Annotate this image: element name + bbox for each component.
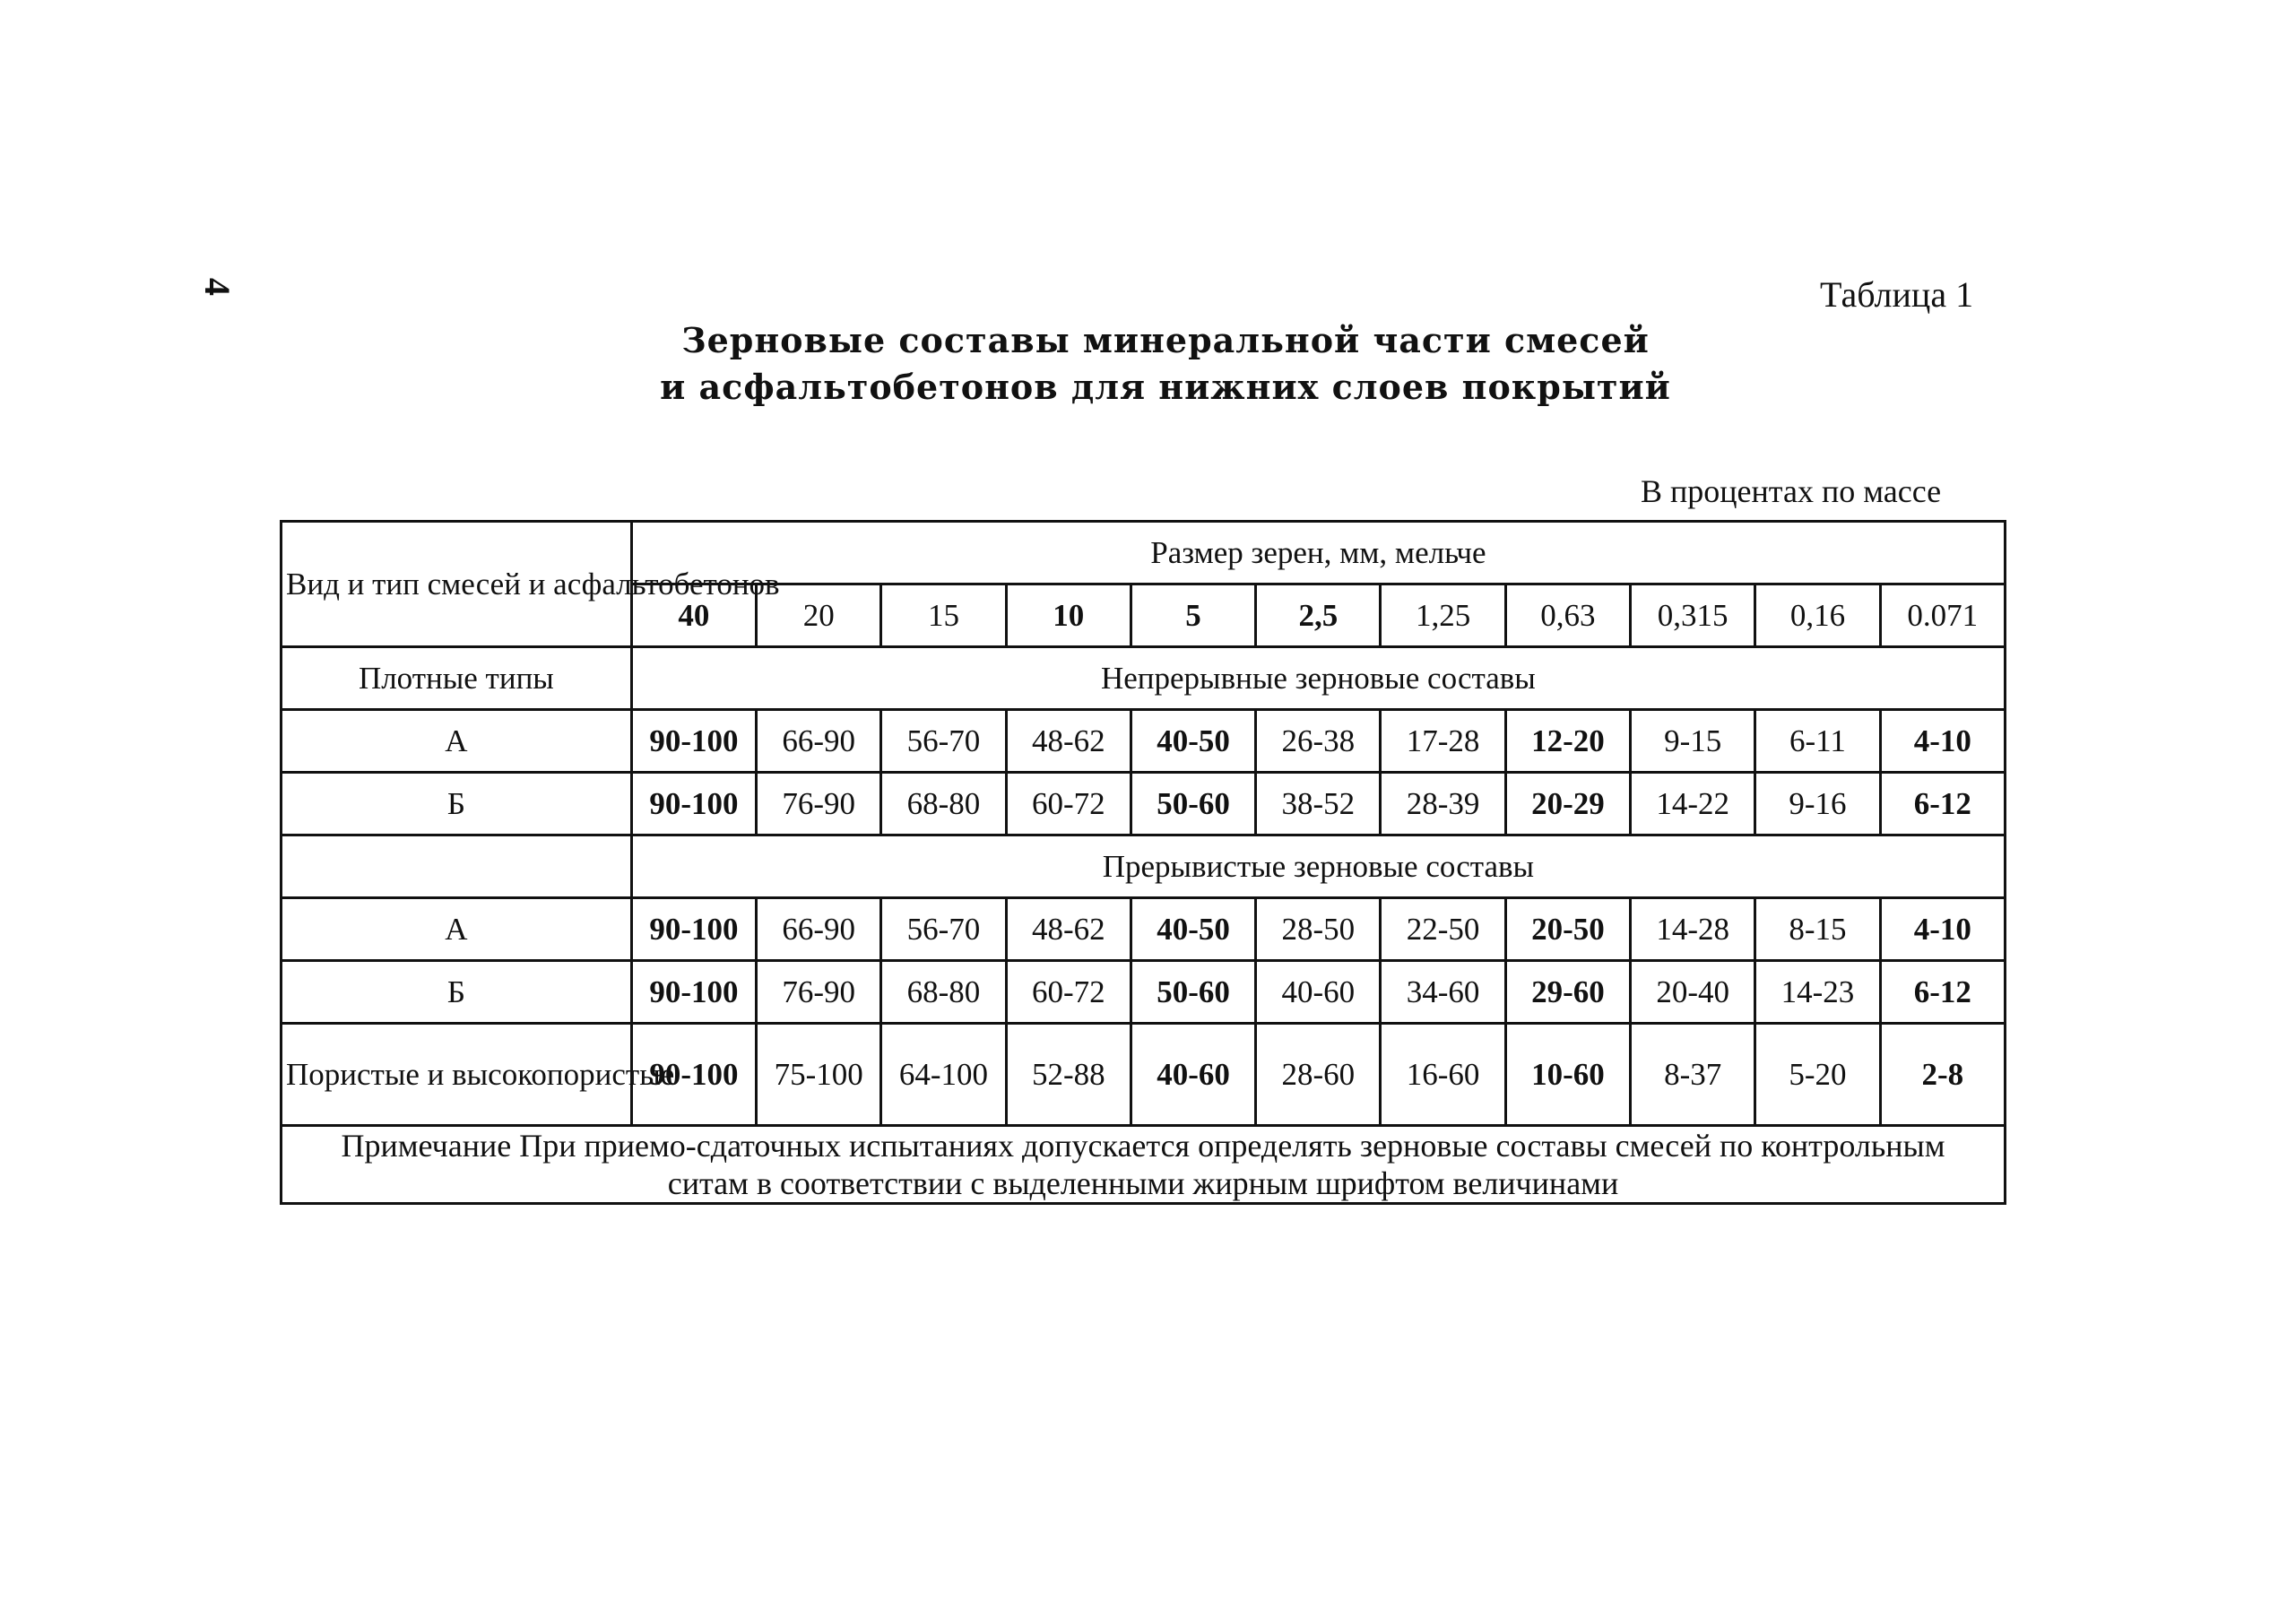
table-caption: Таблица 1 <box>1820 274 1974 315</box>
grain-size-header: 0,16 <box>1755 584 1880 647</box>
table-cell: 56-70 <box>881 898 1006 961</box>
document-title-line-2: и асфальтобетонов для нижних слоев покрытий <box>660 367 1671 407</box>
units-note: В процентах по массе <box>1641 473 1942 509</box>
table-cell: 20-40 <box>1631 961 1755 1024</box>
table-cell: 6-12 <box>1880 961 2005 1024</box>
table-cell: 9-16 <box>1755 773 1880 835</box>
table-cell: 4-10 <box>1880 710 2005 773</box>
table-cell: 12-20 <box>1505 710 1630 773</box>
table-cell: 64-100 <box>881 1024 1006 1126</box>
table-row-porous <box>282 1024 2006 1126</box>
table-cell: 2-8 <box>1880 1024 2005 1126</box>
grain-size-header: 2,5 <box>1256 584 1381 647</box>
document-title <box>448 317 1883 411</box>
header-row-1 <box>282 522 2006 584</box>
table-row <box>282 710 2006 773</box>
section-label-gap <box>282 835 632 898</box>
table-cell: 40-50 <box>1131 898 1255 961</box>
table-cell: 28-60 <box>1256 1024 1381 1126</box>
row-type-label: А <box>282 898 632 961</box>
table-cell: 48-62 <box>1006 710 1131 773</box>
row-type-label: Б <box>282 773 632 835</box>
table-cell: 26-38 <box>1256 710 1381 773</box>
grain-size-header: 10 <box>1006 584 1131 647</box>
table-cell: 66-90 <box>757 710 881 773</box>
table-cell: 50-60 <box>1131 773 1255 835</box>
grain-size-header: 15 <box>881 584 1006 647</box>
table-row <box>282 961 2006 1024</box>
table-cell: 90-100 <box>631 898 756 961</box>
table-cell: 6-12 <box>1880 773 2005 835</box>
table-row <box>282 898 2006 961</box>
table-cell: 28-50 <box>1256 898 1381 961</box>
section-row-gap <box>282 835 2006 898</box>
table-cell: 56-70 <box>881 710 1006 773</box>
table-cell: 40-50 <box>1131 710 1255 773</box>
table-cell: 17-28 <box>1381 710 1505 773</box>
grain-size-header: 20 <box>757 584 881 647</box>
table-cell: 10-60 <box>1505 1024 1630 1126</box>
table-note-line-1: Примечание При приемо-сдаточных испытаниях допускается определять зерновые составы смесей по контрольным <box>341 1128 1945 1164</box>
table-cell: 68-80 <box>881 961 1006 1024</box>
note-row <box>282 1126 2006 1204</box>
grain-size-caption: Размер зерен, мм, мельче <box>631 522 2005 584</box>
table-cell: 52-88 <box>1006 1024 1131 1126</box>
section-label-dense: Плотные типы <box>282 647 632 710</box>
table-cell: 60-72 <box>1006 773 1131 835</box>
grain-size-header: 0,315 <box>1631 584 1755 647</box>
table-cell: 34-60 <box>1381 961 1505 1024</box>
table-note <box>282 1126 2006 1204</box>
row-type-label: Б <box>282 961 632 1024</box>
type-column-header: Вид и тип смесей и асфальтобетонов <box>282 522 632 647</box>
table-cell: 9-15 <box>1631 710 1755 773</box>
grain-size-header: 40 <box>631 584 756 647</box>
table-cell: 90-100 <box>631 961 756 1024</box>
table-cell: 14-23 <box>1755 961 1880 1024</box>
grain-size-header: 0,63 <box>1505 584 1630 647</box>
table-cell: 60-72 <box>1006 961 1131 1024</box>
table-cell: 76-90 <box>757 773 881 835</box>
grain-size-header: 1,25 <box>1381 584 1505 647</box>
table-cell: 8-15 <box>1755 898 1880 961</box>
table-cell: 48-62 <box>1006 898 1131 961</box>
table-cell: 68-80 <box>881 773 1006 835</box>
table-cell: 5-20 <box>1755 1024 1880 1126</box>
table-cell: 28-39 <box>1381 773 1505 835</box>
section-row-dense <box>282 647 2006 710</box>
table-cell: 8-37 <box>1631 1024 1755 1126</box>
table-cell: 20-29 <box>1505 773 1630 835</box>
table-cell: 40-60 <box>1256 961 1381 1024</box>
table-cell: 20-50 <box>1505 898 1630 961</box>
table-cell: 66-90 <box>757 898 881 961</box>
section-caption-discontinuous: Прерывистые зерновые составы <box>631 835 2005 898</box>
table-note-line-2: ситам в соответствии с выделенными жирным шрифтом величинами <box>667 1165 1619 1201</box>
table-cell: 90-100 <box>631 1024 756 1126</box>
table-cell: 6-11 <box>1755 710 1880 773</box>
table-row <box>282 773 2006 835</box>
table-cell: 90-100 <box>631 773 756 835</box>
grain-composition-table <box>280 520 2006 1205</box>
grain-size-header: 0.071 <box>1880 584 2005 647</box>
section-caption-continuous: Непрерывные зерновые составы <box>631 647 2005 710</box>
table-cell: 22-50 <box>1381 898 1505 961</box>
table-cell: 50-60 <box>1131 961 1255 1024</box>
table-cell: 14-22 <box>1631 773 1755 835</box>
table-cell: 40-60 <box>1131 1024 1255 1126</box>
table-cell: 29-60 <box>1505 961 1630 1024</box>
grain-size-header: 5 <box>1131 584 1255 647</box>
table-cell: 38-52 <box>1256 773 1381 835</box>
table-cell: 90-100 <box>631 710 756 773</box>
table-cell: 76-90 <box>757 961 881 1024</box>
table-cell: 16-60 <box>1381 1024 1505 1126</box>
page-number: 4 <box>197 278 238 296</box>
row-type-label: А <box>282 710 632 773</box>
table-cell: 4-10 <box>1880 898 2005 961</box>
row-type-label: Пористые и высокопористые <box>282 1024 632 1126</box>
table-cell: 75-100 <box>757 1024 881 1126</box>
table-cell: 14-28 <box>1631 898 1755 961</box>
document-title-line-1: Зерновые составы минеральной части смесей <box>681 320 1650 360</box>
